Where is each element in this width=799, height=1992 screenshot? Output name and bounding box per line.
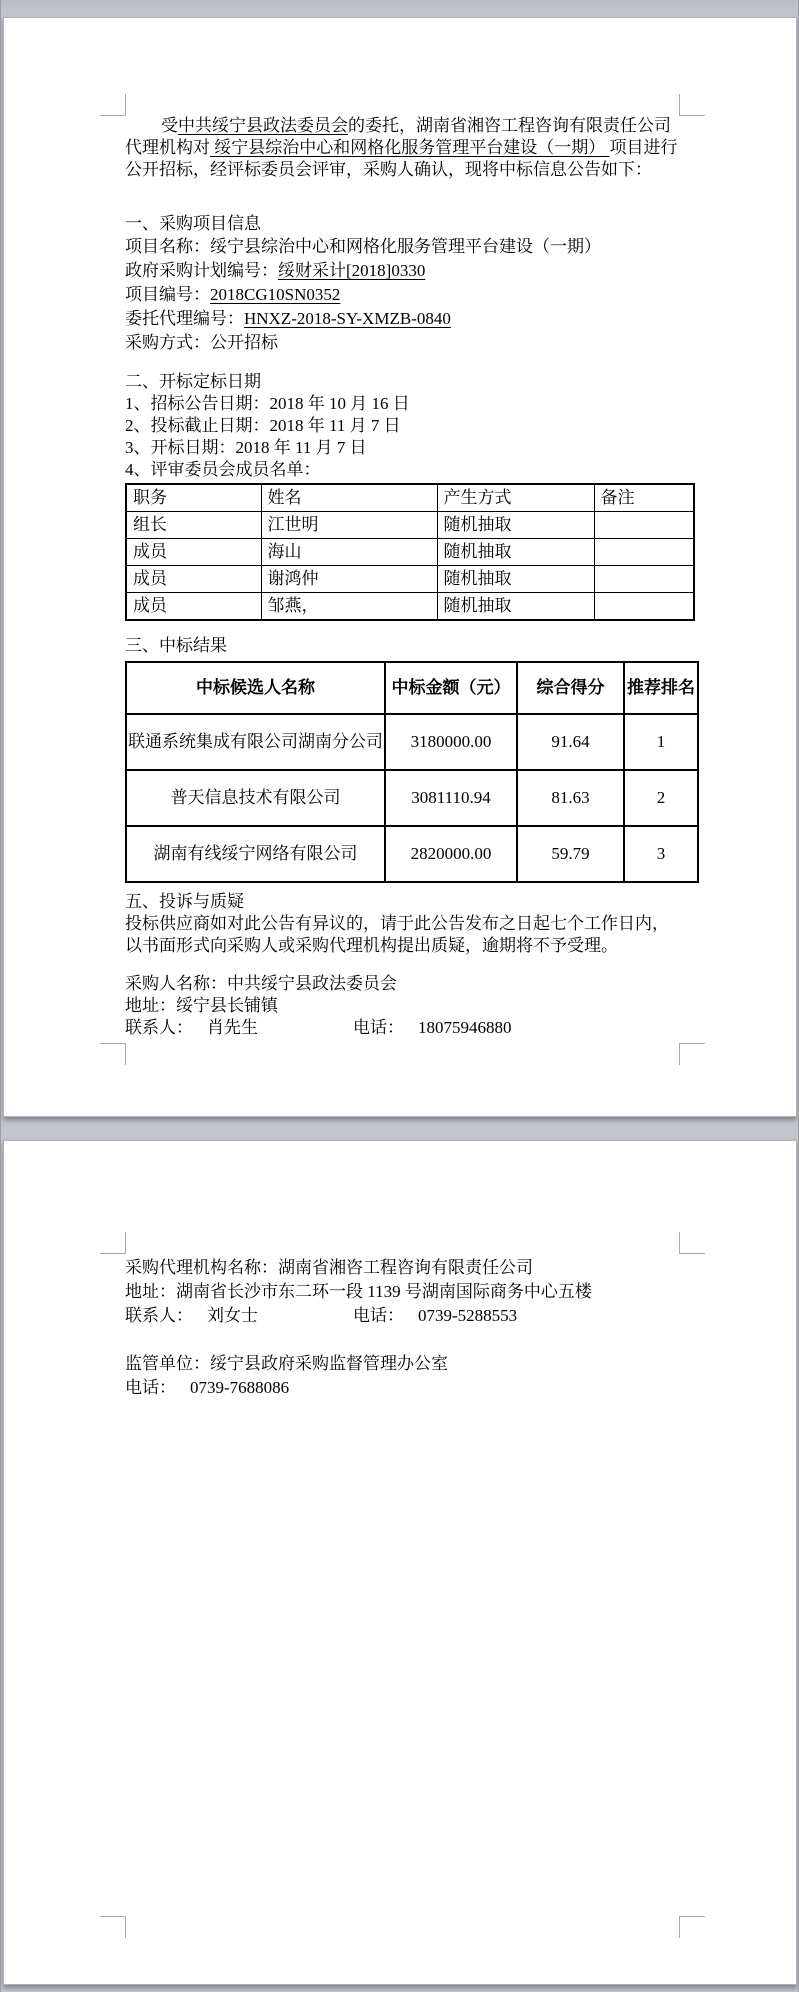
- project-no-label: 项目编号：: [125, 285, 210, 304]
- result-col-score: 综合得分: [517, 662, 624, 714]
- agency-no-line: [125, 307, 682, 331]
- purchaser-contact-line: [125, 1017, 682, 1039]
- cell-amount: 3081110.94: [385, 770, 517, 826]
- plan-no-line: [125, 259, 682, 283]
- page-1-content: [125, 115, 695, 1039]
- supervisor-unit-line: [125, 1352, 682, 1376]
- cell-method: 随机抽取: [437, 512, 594, 539]
- committee-row: [126, 566, 694, 593]
- crop-mark-top-right: [679, 1232, 705, 1254]
- cell-rank: 3: [624, 826, 698, 882]
- cell-role: 成员: [126, 539, 261, 566]
- section-5-heading: 五、投诉与质疑: [125, 892, 244, 911]
- intro-mid: 的委托，湖南省湘咨工程咨询有限责任公司代理机构对: [125, 116, 671, 157]
- plan-no-label: 政府采购计划编号：: [125, 261, 278, 280]
- cell-role: 组长: [126, 512, 261, 539]
- purchaser-name-underlined: 中共绥宁县政法委员会: [178, 116, 348, 135]
- agency-address-label: 地址：: [125, 1282, 176, 1301]
- result-row: [126, 770, 698, 826]
- page-2-content: [125, 1256, 682, 1400]
- crop-mark-bottom-right: [679, 1916, 705, 1938]
- section-1-heading: 一、采购项目信息: [125, 214, 261, 233]
- supervisor-unit-value: 绥宁县政府采购监督管理办公室: [210, 1354, 448, 1373]
- agency-no-label: 委托代理编号：: [125, 309, 244, 328]
- crop-mark-top-right: [679, 94, 705, 116]
- cell-method: 随机抽取: [437, 593, 594, 621]
- blank-line: [125, 1328, 682, 1352]
- cell-method: 随机抽取: [437, 539, 594, 566]
- cell-note: [594, 539, 694, 566]
- committee-row: [126, 512, 694, 539]
- cell-rank: 1: [624, 714, 698, 770]
- cell-method: 随机抽取: [437, 566, 594, 593]
- complaint-paragraph: 投标供应商如对此公告有异议的，请于此公告发布之日起七个工作日内，以书面形式向采购人或采购代理机构提出质疑，逾期将不予受理。: [125, 914, 669, 955]
- cell-bidder: 联通系统集成有限公司湖南分公司: [126, 714, 385, 770]
- viewer-top-margin: [1, 0, 798, 17]
- agency-name-label: 采购代理机构名称：: [125, 1258, 278, 1277]
- committee-col-role: 职务: [126, 484, 261, 512]
- purchaser-phone-value: 18075946880: [418, 1018, 512, 1037]
- project-name-value: 绥宁县综治中心和网格化服务管理平台建设（一期）: [210, 237, 601, 256]
- committee-row: [126, 593, 694, 621]
- crop-mark-top-left: [100, 1232, 126, 1254]
- purchaser-name-label: 采购人名称：: [125, 974, 227, 993]
- cell-name: 海山: [261, 539, 437, 566]
- plan-no-value: 绥财采计[2018]0330: [278, 261, 426, 280]
- date-item-4: 4、评审委员会成员名单：: [125, 460, 321, 479]
- crop-mark-top-left: [100, 94, 126, 116]
- committee-col-method: 产生方式: [437, 484, 594, 512]
- project-no-line: [125, 283, 682, 307]
- intro-paragraph: [125, 115, 682, 181]
- project-name-label: 项目名称：: [125, 237, 210, 256]
- cell-note: [594, 566, 694, 593]
- purchaser-address-value: 绥宁县长铺镇: [176, 996, 278, 1015]
- supervisor-phone-label: 电话：: [125, 1378, 176, 1397]
- agency-phone-label: 电话：: [353, 1306, 404, 1325]
- agency-contact-label: 联系人：: [125, 1306, 193, 1325]
- committee-row: [126, 539, 694, 566]
- purchaser-contact-value: 肖先生: [207, 1018, 258, 1037]
- agency-name-value: 湖南省湘咨工程咨询有限责任公司: [278, 1258, 533, 1277]
- crop-mark-bottom-left: [100, 1043, 126, 1065]
- purchaser-address-line: [125, 995, 682, 1017]
- agency-no-value: HNXZ-2018-SY-XMZB-0840: [244, 309, 451, 328]
- date-item-3: 3、开标日期：2018 年 11 月 7 日: [125, 438, 367, 457]
- result-row: [126, 714, 698, 770]
- date-item-2: 2、投标截止日期：2018 年 11 月 7 日: [125, 416, 401, 435]
- agency-name-line: [125, 1256, 682, 1280]
- crop-mark-bottom-left: [100, 1916, 126, 1938]
- agency-phone-value: 0739-5288553: [418, 1306, 518, 1325]
- agency-contact-value: 刘女士: [207, 1306, 258, 1325]
- cell-score: 81.63: [517, 770, 624, 826]
- committee-col-note: 备注: [594, 484, 694, 512]
- result-header-row: [126, 662, 698, 714]
- crop-mark-bottom-right: [679, 1043, 705, 1065]
- cell-role: 成员: [126, 566, 261, 593]
- intro-lead: 受: [161, 116, 178, 135]
- cell-score: 59.79: [517, 826, 624, 882]
- cell-name: 邹燕，: [261, 593, 437, 621]
- agency-address-value: 湖南省长沙市东二环一段 1139 号湖南国际商务中心五楼: [176, 1282, 592, 1301]
- cell-amount: 2820000.00: [385, 826, 517, 882]
- cell-amount: 3180000.00: [385, 714, 517, 770]
- project-no-value: 2018CG10SN0352: [210, 285, 341, 304]
- method-value: 公开招标: [210, 333, 278, 352]
- supervisor-phone-line: [125, 1376, 682, 1400]
- section-2-heading: 二、开标定标日期: [125, 372, 261, 391]
- cell-note: [594, 593, 694, 621]
- supervisor-unit-label: 监管单位：: [125, 1354, 210, 1373]
- purchaser-address-label: 地址：: [125, 996, 176, 1015]
- purchaser-name-line: [125, 973, 682, 995]
- result-table: [125, 661, 699, 883]
- page-1: [3, 17, 797, 1117]
- cell-note: [594, 512, 694, 539]
- intro-tail: 项目进行公开招标，经评标委员会评审，采购人确认，现将中标信息公告如下：: [125, 138, 678, 179]
- purchaser-name-value: 中共绥宁县政法委员会: [227, 974, 397, 993]
- cell-role: 成员: [126, 593, 261, 621]
- result-col-rank: 推荐排名: [624, 662, 698, 714]
- result-col-bidder: 中标候选人名称: [126, 662, 385, 714]
- agency-address-line: [125, 1280, 682, 1304]
- method-label: 采购方式：: [125, 333, 210, 352]
- result-col-amount: 中标金额（元）: [385, 662, 517, 714]
- committee-col-name: 姓名: [261, 484, 437, 512]
- method-line: [125, 331, 682, 355]
- committee-table: [125, 483, 695, 621]
- cell-bidder: 湖南有线绥宁网络有限公司: [126, 826, 385, 882]
- date-item-1: 1、招标公告日期：2018 年 10 月 16 日: [125, 394, 410, 413]
- purchaser-phone-label: 电话：: [353, 1018, 404, 1037]
- cell-score: 91.64: [517, 714, 624, 770]
- agency-contact-line: [125, 1304, 682, 1328]
- cell-bidder: 普天信息技术有限公司: [126, 770, 385, 826]
- project-name-line: [125, 235, 682, 259]
- page-2: [3, 1140, 797, 1985]
- purchaser-block: [125, 973, 682, 1039]
- cell-name: 谢鸿仲: [261, 566, 437, 593]
- committee-header-row: [126, 484, 694, 512]
- purchaser-contact-label: 联系人：: [125, 1018, 193, 1037]
- section-3-heading: 三、中标结果: [125, 636, 227, 655]
- result-row: [126, 826, 698, 882]
- project-name-underlined: 绥宁县综治中心和网格化服务管理平台建设（一期）: [210, 138, 610, 157]
- supervisor-phone-value: 0739-7688086: [190, 1378, 290, 1397]
- cell-rank: 2: [624, 770, 698, 826]
- cell-name: 江世明: [261, 512, 437, 539]
